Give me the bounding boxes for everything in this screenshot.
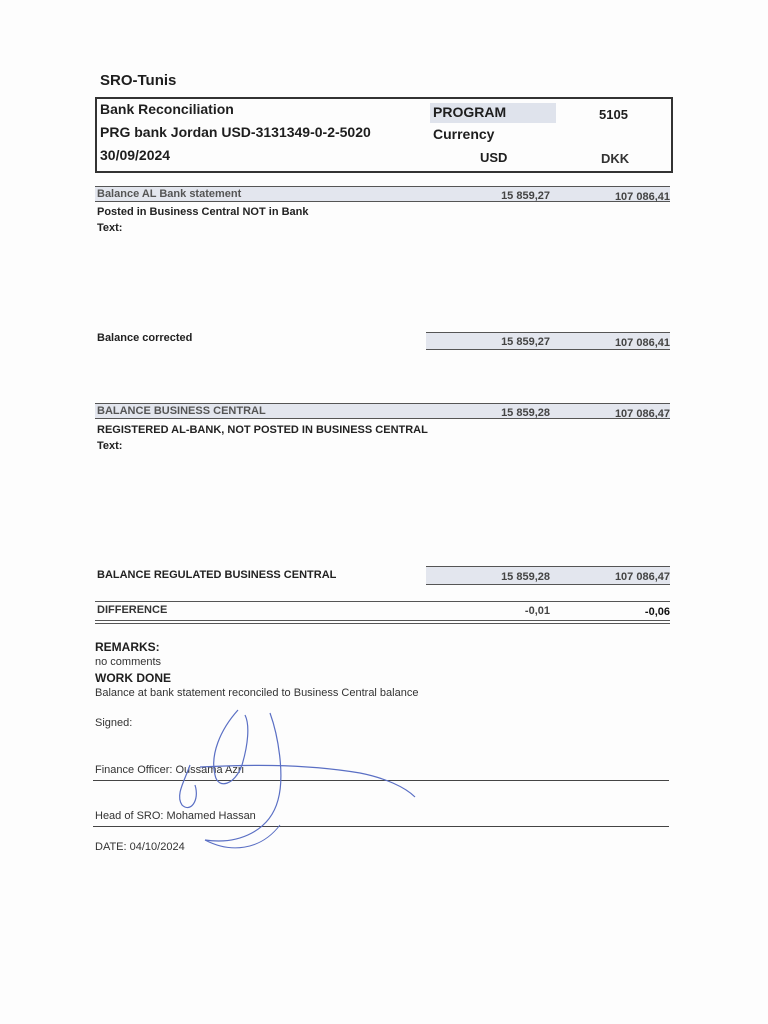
difference-dkk: -0,06 bbox=[644, 606, 670, 618]
difference-label: DIFFERENCE bbox=[97, 604, 168, 616]
text-label-2: Text: bbox=[97, 440, 123, 452]
remarks-title: REMARKS: bbox=[95, 640, 160, 654]
currency-usd: USD bbox=[480, 150, 508, 165]
program-label: PROGRAM bbox=[433, 104, 507, 120]
balance-bank-dkk: 107 086,41 bbox=[614, 191, 670, 203]
balance-bank-label: Balance AL Bank statement bbox=[97, 188, 242, 200]
balance-bc-label: BALANCE BUSINESS CENTRAL bbox=[97, 405, 266, 417]
work-done-text: Balance at bank statement reconciled to Business Central balance bbox=[95, 687, 419, 699]
report-date: 30/09/2024 bbox=[100, 147, 171, 163]
difference-rule-1 bbox=[95, 620, 670, 621]
remarks-text: no comments bbox=[95, 656, 162, 668]
difference-rule-2 bbox=[95, 623, 670, 624]
handwritten-signature bbox=[160, 705, 430, 865]
balance-regulated-dkk: 107 086,47 bbox=[614, 571, 670, 583]
organization-name: SRO-Tunis bbox=[100, 72, 177, 89]
account-name: PRG bank Jordan USD-3131349-0-2-5020 bbox=[100, 124, 371, 140]
work-done-title: WORK DONE bbox=[95, 671, 171, 685]
balance-bc-dkk: 107 086,47 bbox=[614, 408, 670, 420]
posted-not-in-bank: Posted in Business Central NOT in Bank bbox=[97, 206, 309, 218]
text-label-1: Text: bbox=[97, 222, 123, 234]
balance-regulated-label: BALANCE REGULATED BUSINESS CENTRAL bbox=[97, 569, 337, 581]
balance-bank-usd: 15 859,27 bbox=[501, 190, 550, 202]
header-box bbox=[95, 97, 673, 173]
difference-usd: -0,01 bbox=[524, 605, 550, 617]
balance-bc-usd: 15 859,28 bbox=[501, 407, 550, 419]
currency-label: Currency bbox=[433, 126, 495, 142]
difference-top-rule bbox=[95, 601, 670, 602]
signoff-date: DATE: 04/10/2024 bbox=[95, 841, 185, 853]
balance-corrected-dkk: 107 086,41 bbox=[614, 337, 670, 349]
balance-regulated-usd: 15 859,28 bbox=[501, 571, 550, 583]
registered-not-posted: REGISTERED AL-BANK, NOT POSTED IN BUSINESS CENTRAL bbox=[97, 424, 428, 436]
signed-label: Signed: bbox=[95, 717, 133, 729]
currency-dkk: DKK bbox=[601, 151, 630, 166]
finance-officer: Finance Officer: Oussama Azri bbox=[95, 764, 244, 776]
head-of-sro: Head of SRO: Mohamed Hassan bbox=[95, 810, 256, 822]
balance-corrected-label: Balance corrected bbox=[97, 332, 193, 344]
balance-corrected-usd: 15 859,27 bbox=[501, 336, 550, 348]
report-title: Bank Reconciliation bbox=[100, 101, 234, 117]
program-code: 5105 bbox=[599, 107, 628, 122]
